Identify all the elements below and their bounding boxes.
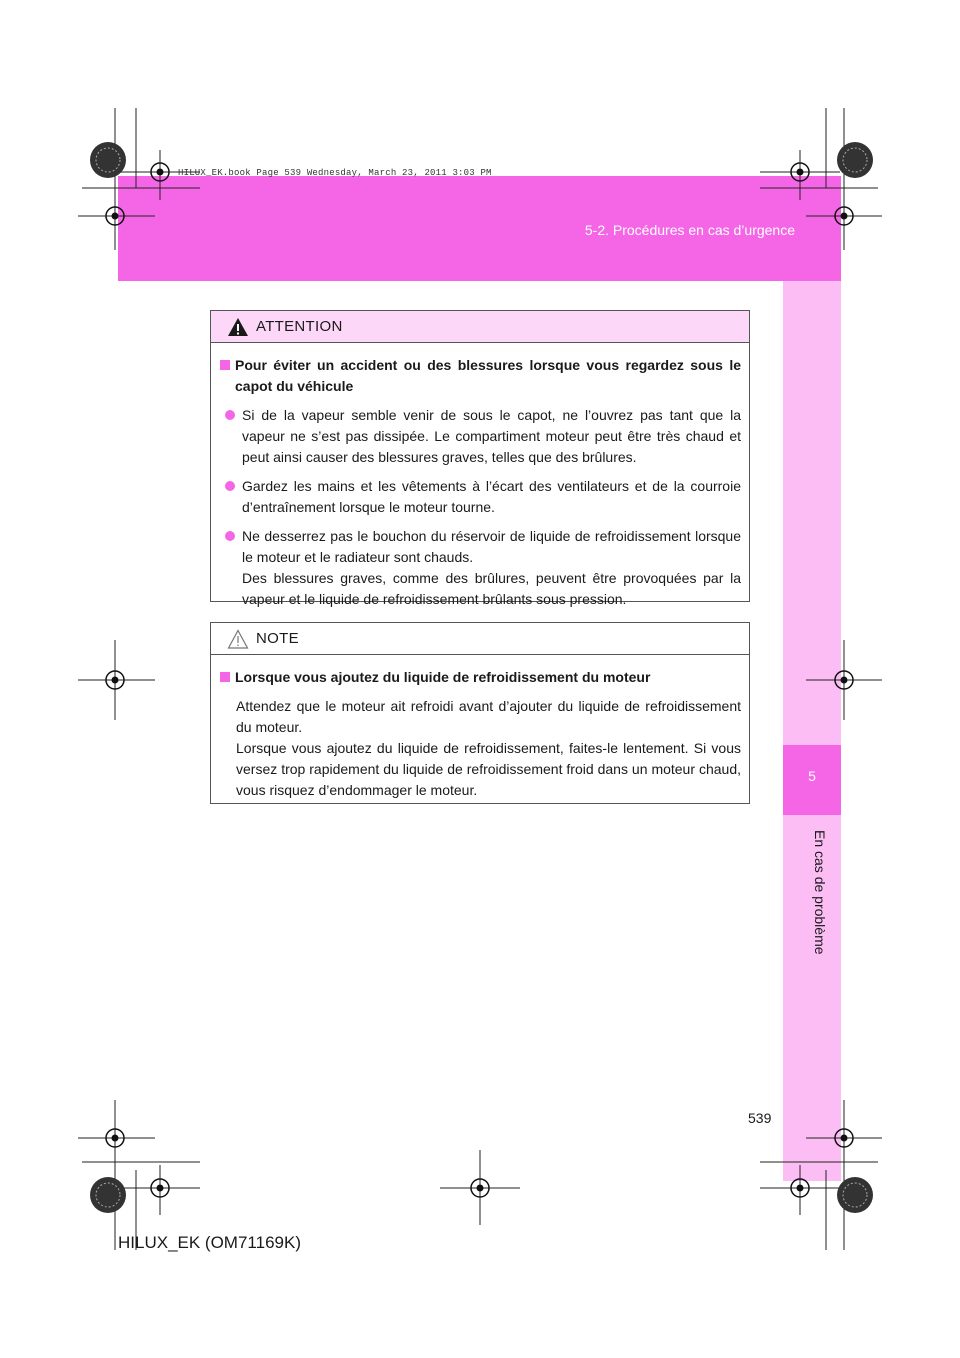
book-info-line: HILUX_EK.book Page 539 Wednesday, March 23, 2011 3:03 PM [178,168,492,178]
attention-label: ATTENTION [256,318,343,335]
attention-bullet: Ne desserrez pas le bouchon du réservoir de liquide de refroidissement lorsque le moteur et le radiateur sont chauds. Des blessures graves, comme des brûlures, peuvent être provoquées par la vapeur et le liquide de refroidissement brûlants sous pression. [219,526,741,610]
footer-model: HILUX_EK (OM71169K) [118,1233,301,1252]
chapter-title: En cas de problème [812,830,828,955]
note-paragraph: Attendez que le moteur ait refroidi avant d’ajouter du liquide de refroidissement du moteur. [236,698,741,735]
section-title: 5-2. Procédures en cas d’urgence [584,222,795,238]
attention-topic: Pour éviter un accident ou des blessures lorsque vous regardez sous le capot du véhicule [219,355,741,397]
chapter-number: 5 [808,768,816,784]
attention-bullet: Gardez les mains et les vêtements à l’écart des ventilateurs et de la courroie d’entraînement lorsque le moteur tourne. [219,476,741,518]
note-topic: Lorsque vous ajoutez du liquide de refroidissement du moteur [219,667,741,688]
note-label: NOTE [256,630,299,647]
attention-bullet: Si de la vapeur semble venir de sous le capot, ne l’ouvrez pas tant que la vapeur ne s’est pas dissipée. Le compartiment moteur peut être très chaud et peut ainsi causer des blessures graves, telles que des brûlures. [219,405,741,468]
note-paragraph: Lorsque vous ajoutez du liquide de refroidissement, faites-le lentement. Si vous versez trop rapidement du liquide de refroidissement froid dans un moteur chaud, vous risquez d’endommager le moteur. [236,740,741,798]
attention-bullet-continuation: Des blessures graves, comme des brûlures, peuvent être provoquées par la vapeur et le liquide de refroidissement brûlants sous pression. [242,570,741,607]
page-number: 539 [748,1110,772,1126]
